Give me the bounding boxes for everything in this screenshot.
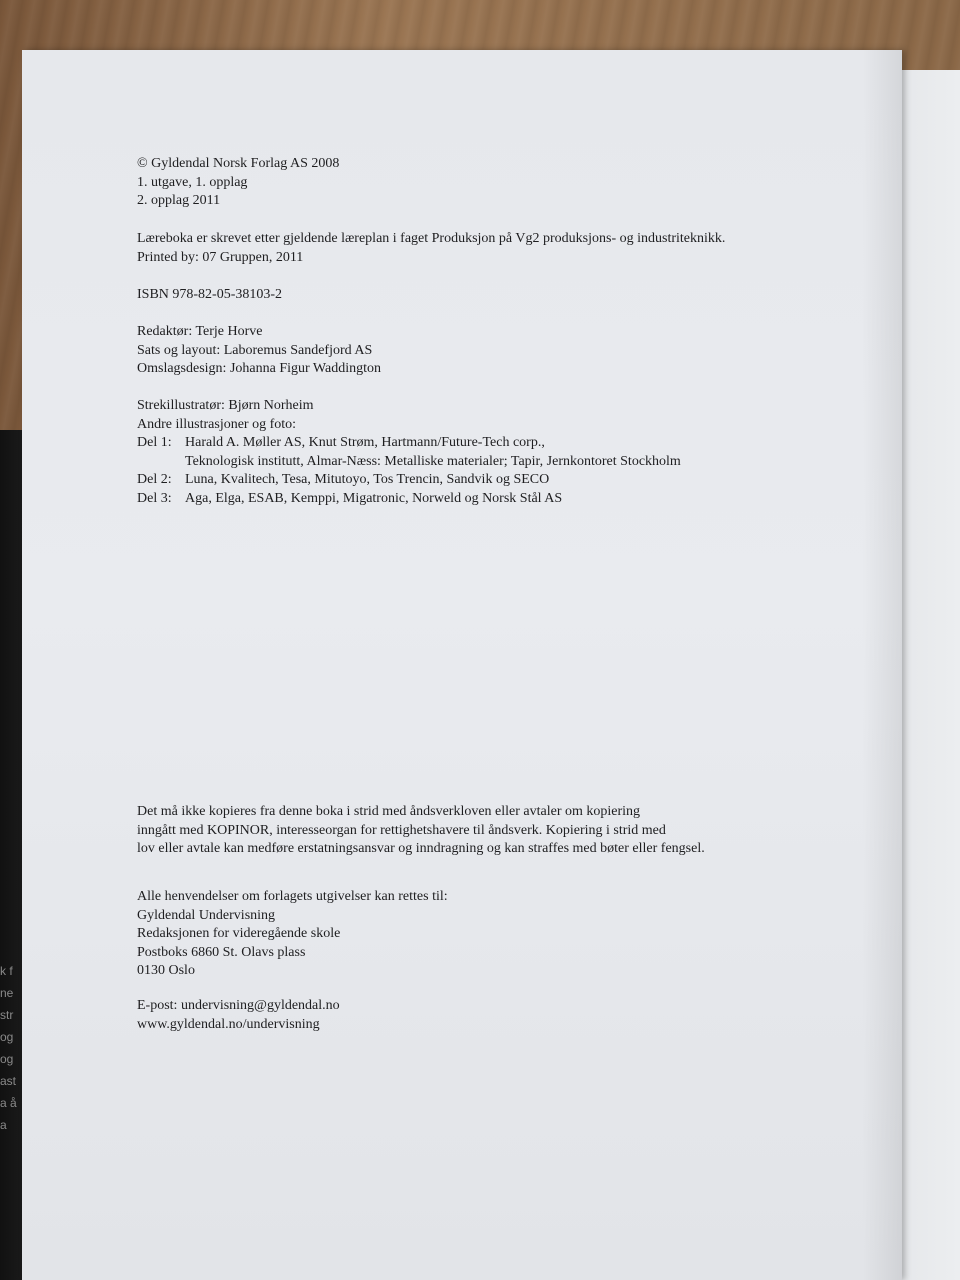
isbn-block (137, 286, 817, 305)
editorial-department: Redaksjonen for videregående skole (137, 926, 341, 941)
illustrations-block (137, 397, 817, 508)
cover-design-credit: Omslagsdesign: Johanna Figur Waddington (137, 361, 381, 376)
illustration-part-row (137, 453, 817, 472)
colophon-page (22, 50, 902, 1280)
contact-intro: Alle henvendelser om forlagets utgivelser kan rettes til: (137, 889, 448, 904)
legal-notice-block (137, 803, 817, 859)
part-credits: Teknologisk institutt, Almar-Næss: Metalliske materialer; Tapir, Jernkontoret Stockholm (185, 453, 681, 469)
legal-notice-line: inngått med KOPINOR, interesseorgan for rettighetshavere til åndsverk. Kopiering i strid med (137, 822, 666, 838)
other-illustrations-heading: Andre illustrasjoner og foto: (137, 416, 297, 432)
copyright-line: © Gyldendal Norsk Forlag AS 2008 (137, 156, 340, 171)
online-contact-block (137, 997, 817, 1034)
postal-city: 0130 Oslo (137, 963, 195, 978)
part-label (137, 453, 185, 472)
illustration-part-row (137, 434, 817, 453)
credits-block (137, 323, 817, 379)
illustration-part-row (137, 471, 817, 490)
copyright-block (137, 155, 817, 211)
isbn: ISBN 978-82-05-38103-2 (137, 287, 283, 302)
edition-line: 1. utgave, 1. opplag (137, 174, 248, 190)
contact-block (137, 888, 817, 981)
postal-address: Postboks 6860 St. Olavs plass (137, 944, 306, 960)
part-label: Del 3: (137, 490, 172, 506)
email-address: E-post: undervisning@gyldendal.no (137, 998, 340, 1013)
layout-credit: Sats og layout: Laboremus Sandefjord AS (137, 342, 373, 358)
legal-notice-line: Det må ikke kopieres fra denne boka i strid med åndsverkloven eller avtaler om kopiering (137, 804, 641, 819)
legal-notice-line: lov eller avtale kan medføre erstatningsansvar og inndragning og kan straffes med bøter eller fengsel. (137, 841, 705, 856)
curriculum-line: Læreboka er skrevet etter gjeldende læreplan i faget Produksjon på Vg2 produksjons- og industriteknikk. (137, 231, 726, 246)
cover-text-fragments: k f ne str og og ast a å a (0, 964, 17, 1132)
editor-credit: Redaktør: Terje Horve (137, 324, 263, 339)
curriculum-block (137, 230, 817, 267)
part-label: Del 1: (137, 435, 172, 450)
illustration-part-row (137, 490, 817, 509)
part-credits: Harald A. Møller AS, Knut Strøm, Hartmann/Future-Tech corp., (185, 435, 545, 450)
part-label: Del 2: (137, 472, 172, 487)
publisher-name: Gyldendal Undervisning (137, 907, 276, 923)
part-credits: Luna, Kvalitech, Tesa, Mitutoyo, Tos Trencin, Sandvik og SECO (185, 472, 550, 487)
part-credits: Aga, Elga, ESAB, Kemppi, Migatronic, Norweld og Norsk Stål AS (185, 490, 563, 506)
printer-line: Printed by: 07 Gruppen, 2011 (137, 249, 304, 265)
printing-line: 2. opplag 2011 (137, 193, 221, 208)
website-url: www.gyldendal.no/undervisning (137, 1016, 320, 1032)
line-illustrator-credit: Strekillustratør: Bjørn Norheim (137, 398, 314, 413)
